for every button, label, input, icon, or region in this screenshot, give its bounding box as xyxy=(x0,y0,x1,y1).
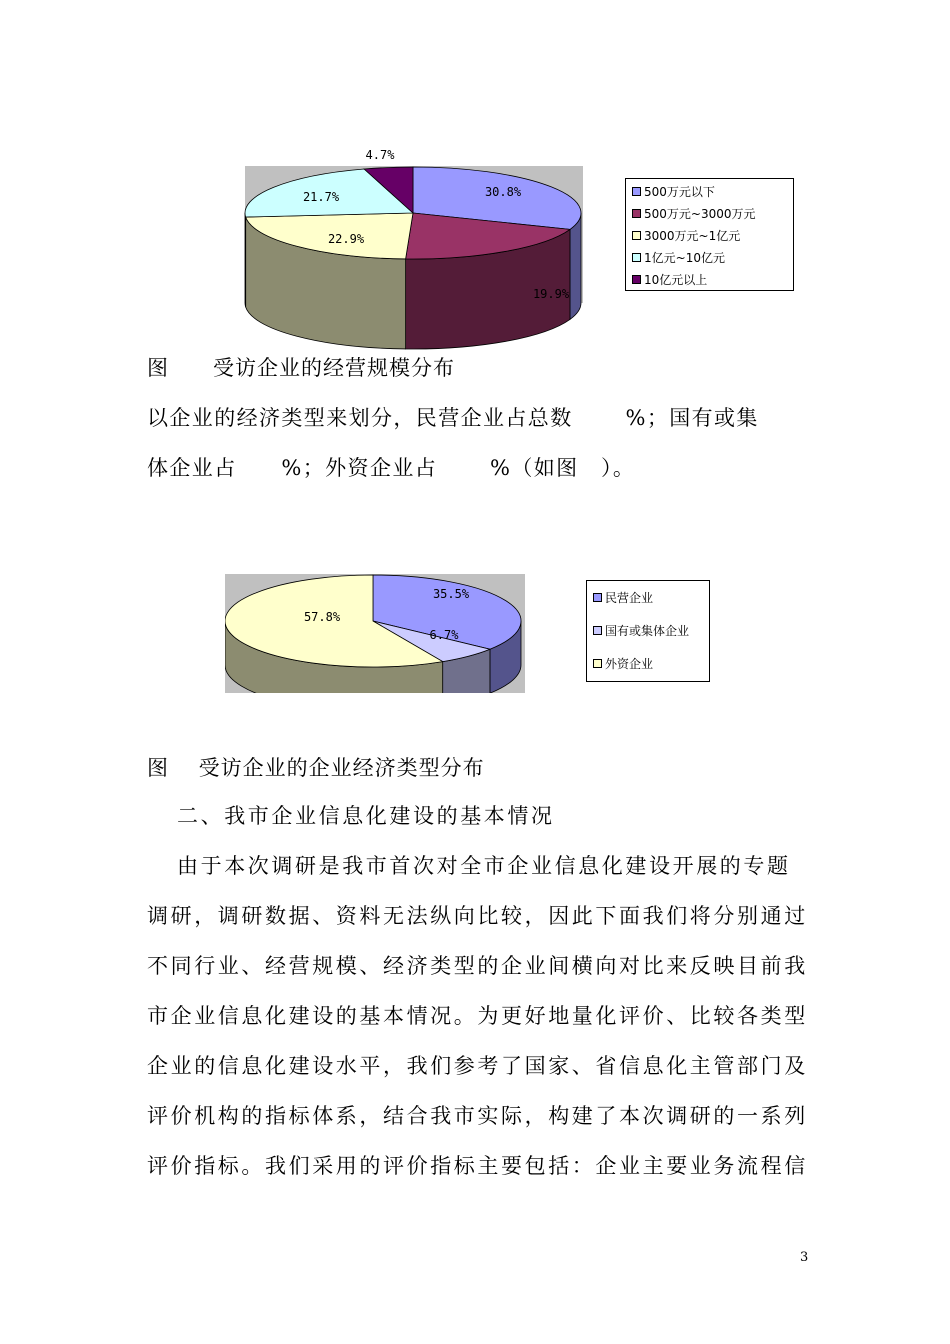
legend-swatch xyxy=(632,275,641,284)
legend-swatch xyxy=(632,253,641,262)
figure-caption-1: 图 受访企业的经营规模分布 xyxy=(147,356,455,380)
legend-item xyxy=(632,227,740,244)
pie-slice-side xyxy=(245,213,246,307)
pie-data-label: 19.9% xyxy=(532,287,570,301)
chart-2-legend xyxy=(586,580,710,682)
pie-data-label: 30.8% xyxy=(484,185,522,199)
legend-label: 500万元~3000万元 xyxy=(644,207,756,221)
legend-item xyxy=(632,249,725,266)
legend-item xyxy=(593,589,653,606)
legend-swatch xyxy=(632,209,641,218)
legend-item xyxy=(593,622,689,639)
paragraph-line: 体企业占 %；外资企业占 %（如图 ）。 xyxy=(147,456,636,480)
section-heading: 二、我市企业信息化建设的基本情况 xyxy=(177,804,555,828)
paragraph-line: 评价指标。我们采用的评价指标主要包括：企业主要业务流程信 xyxy=(147,1154,808,1178)
legend-swatch xyxy=(593,593,602,602)
chart-1-legend xyxy=(625,178,794,291)
paragraph-line: 由于本次调研是我市首次对全市企业信息化建设开展的专题 xyxy=(177,854,791,878)
legend-item xyxy=(593,655,653,672)
legend-swatch xyxy=(632,187,641,196)
paragraph-line: 以企业的经济类型来划分，民营企业占总数 %；国有或集 xyxy=(147,406,759,430)
pie-data-label: 57.8% xyxy=(303,610,341,624)
pie-data-label: 6.7% xyxy=(429,628,459,642)
pie-data-label: 4.7% xyxy=(365,148,395,162)
pie-data-label: 21.7% xyxy=(302,190,340,204)
legend-label: 3000万元~1亿元 xyxy=(644,229,741,243)
figure-caption-2: 图 受访企业的企业经济类型分布 xyxy=(147,756,485,780)
legend-swatch xyxy=(593,626,602,635)
pie-slice-side xyxy=(570,213,581,319)
paragraph-line: 企业的信息化建设水平，我们参考了国家、省信息化主管部门及 xyxy=(147,1054,808,1078)
legend-item xyxy=(632,271,707,288)
chart-1-pie xyxy=(245,148,583,303)
chart-2-pie xyxy=(225,574,525,693)
legend-swatch xyxy=(593,659,602,668)
chart-2-frame xyxy=(225,574,525,693)
legend-label: 外资企业 xyxy=(605,657,654,671)
legend-swatch xyxy=(632,231,641,240)
legend-label: 10亿元以上 xyxy=(644,273,708,287)
legend-item xyxy=(632,205,756,222)
legend-label: 民营企业 xyxy=(605,591,654,605)
paragraph-line: 市企业信息化建设的基本情况。为更好地量化评价、比较各类型 xyxy=(147,1004,808,1028)
paragraph-line: 调研，调研数据、资料无法纵向比较，因此下面我们将分别通过 xyxy=(147,904,808,928)
legend-label: 国有或集体企业 xyxy=(605,624,690,638)
page-number: 3 xyxy=(800,1250,809,1265)
legend-label: 500万元以下 xyxy=(644,185,715,199)
paragraph-line: 评价机构的指标体系，结合我市实际，构建了本次调研的一系列 xyxy=(147,1104,808,1128)
pie-data-label: 35.5% xyxy=(432,587,470,601)
chart-1-frame xyxy=(245,148,583,303)
legend-label: 1亿元~10亿元 xyxy=(644,251,725,265)
legend-item xyxy=(632,183,715,200)
paragraph-line: 不同行业、经营规模、经济类型的企业间横向对比来反映目前我 xyxy=(147,954,808,978)
pie-data-label: 22.9% xyxy=(327,232,365,246)
